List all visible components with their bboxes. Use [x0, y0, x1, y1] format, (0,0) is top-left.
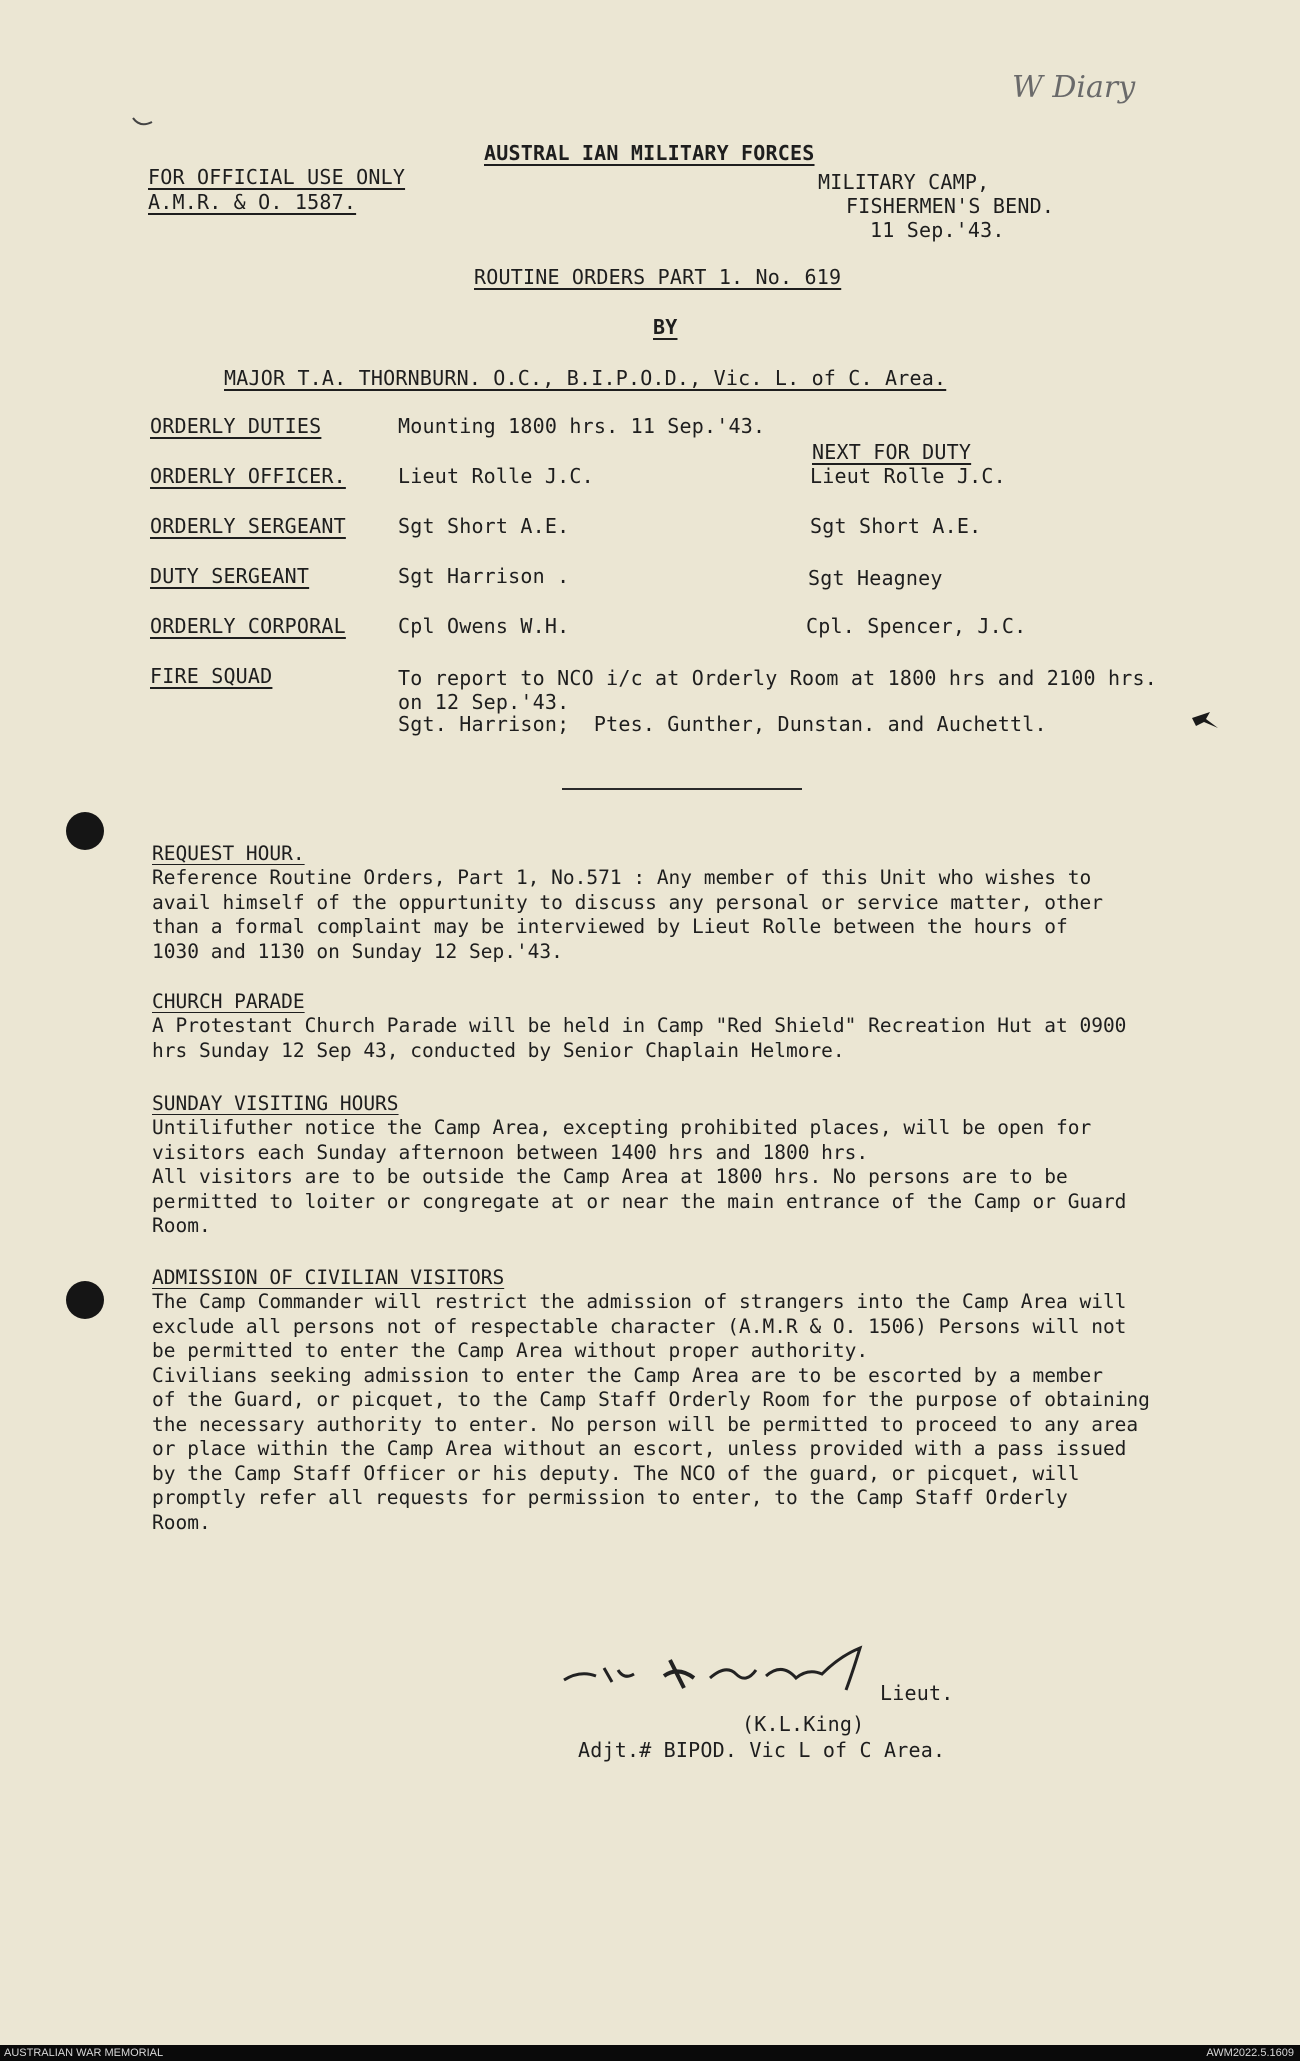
ink-mark: [130, 112, 160, 132]
request-hour-heading: REQUEST HOUR.: [152, 842, 305, 865]
church-parade-heading: CHURCH PARADE: [152, 990, 305, 1013]
duty-label-duty-sergeant: DUTY SERGEANT: [150, 564, 310, 588]
archive-reference: AWM2022.5.1609: [1206, 2047, 1294, 2059]
duty-next-duty-sergeant: Sgt Heagney: [808, 566, 943, 590]
archive-footer-bar: [0, 2045, 1300, 2061]
fire-squad-line-2: on 12 Sep.'43.: [398, 690, 570, 714]
punch-hole-bottom: [66, 1281, 104, 1319]
duty-current-duty-sergeant: Sgt Harrison .: [398, 564, 570, 588]
official-use-label: FOR OFFICIAL USE ONLY: [148, 165, 406, 189]
by-label: BY: [653, 315, 678, 339]
church-parade-body: A Protestant Church Parade will be held in Camp "Red Shield" Recreation Hut at 0900 hrs Sunday 12 Sep 43, conducted by Senior Chaplain Helmore.: [152, 1014, 1127, 1062]
handwritten-note: W Diary: [1012, 70, 1136, 105]
signatory-appointment: Adjt.# BIPOD. Vic L of C Area.: [578, 1738, 946, 1762]
duty-label-orderly-sergeant: ORDERLY SERGEANT: [150, 514, 346, 538]
admission-body: The Camp Commander will restrict the admission of strangers into the Camp Area will exclude all persons not of respectable character (A.M.R & O. 1506) Persons will not be permitted to enter the Camp Area without proper authority. Civilians seeking admission to enter the Camp Area are to be escorted by a member of the Guard, or picquet, to the Camp Staff Orderly Room for the purpose of obtaining the necessary authority to enter. No person will be permitted to proceed to any area or place within the Camp Area without an escort, unless provided with a pass issued by the Camp Staff Officer or his deputy. The NCO of the guard, or picquet, will promptly refer all requests for permission to enter, to the Camp Staff Orderly Room.: [152, 1290, 1150, 1534]
duty-current-orderly-corporal: Cpl Owens W.H.: [398, 614, 570, 638]
duty-label-fire-squad: FIRE SQUAD: [150, 664, 273, 688]
section-divider: [562, 788, 802, 790]
fire-squad-line-1: To report to NCO i/c at Orderly Room at 1800 hrs and 2100 hrs.: [398, 666, 1157, 690]
duty-next-orderly-officer: Lieut Rolle J.C.: [810, 464, 1006, 488]
location-line-2: FISHERMEN'S BEND.: [846, 194, 1055, 218]
next-for-duty-label: NEXT FOR DUTY: [812, 440, 972, 464]
request-hour-body: Reference Routine Orders, Part 1, No.571 : Any member of this Unit who wishes to avail himself of the oppurtunity to discuss any personal or service matter, other than a formal complaint may be interviewed by Lieut Rolle between the hours of 1030 and 1130 on Sunday 12 Sep.'43.: [152, 866, 1103, 963]
location-line-1: MILITARY CAMP,: [818, 170, 990, 194]
duty-label-orderly-officer: ORDERLY OFFICER.: [150, 464, 346, 488]
duty-label-orderly-duties: ORDERLY DUTIES: [150, 414, 322, 438]
duty-next-orderly-corporal: Cpl. Spencer, J.C.: [806, 614, 1027, 638]
admission-heading: ADMISSION OF CIVILIAN VISITORS: [152, 1266, 505, 1289]
duty-current-orderly-sergeant: Sgt Short A.E.: [398, 514, 570, 538]
reference-number: A.M.R. & O. 1587.: [148, 190, 357, 214]
sunday-visiting-body: Untilifuther notice the Camp Area, excepting prohibited places, will be open for visitors each Sunday afternoon between 1400 hrs and 1800 hrs. All visitors are to be outside the Camp Area at 1800 hrs. No persons are to be permitted to loiter or congregate at or near the main entrance of the Camp or Guard Room.: [152, 1116, 1127, 1237]
authority-line: MAJOR T.A. THORNBURN. O.C., B.I.P.O.D., Vic. L. of C. Area.: [224, 366, 947, 390]
archive-name: AUSTRALIAN WAR MEMORIAL: [4, 2047, 164, 2059]
sunday-visiting-heading: SUNDAY VISITING HOURS: [152, 1092, 399, 1115]
order-title: ROUTINE ORDERS PART 1. No. 619: [474, 265, 842, 289]
fire-squad-line-3: Sgt. Harrison; Ptes. Gunther, Dunstan. and Auchettl.: [398, 712, 1047, 736]
punch-hole-top: [66, 812, 104, 850]
handwritten-signature: [560, 1640, 920, 1700]
signatory-rank: Lieut.: [880, 1681, 954, 1705]
duty-current-orderly-officer: Lieut Rolle J.C.: [398, 464, 594, 488]
document-title: AUSTRAL IAN MILITARY FORCES: [484, 141, 815, 165]
document-date: 11 Sep.'43.: [870, 218, 1005, 242]
duty-current-orderly-duties: Mounting 1800 hrs. 11 Sep.'43.: [398, 414, 766, 438]
signatory-name: (K.L.King): [742, 1712, 865, 1736]
duty-label-orderly-corporal: ORDERLY CORPORAL: [150, 614, 346, 638]
ink-arrow-mark: [1188, 706, 1224, 734]
duty-next-orderly-sergeant: Sgt Short A.E.: [810, 514, 982, 538]
